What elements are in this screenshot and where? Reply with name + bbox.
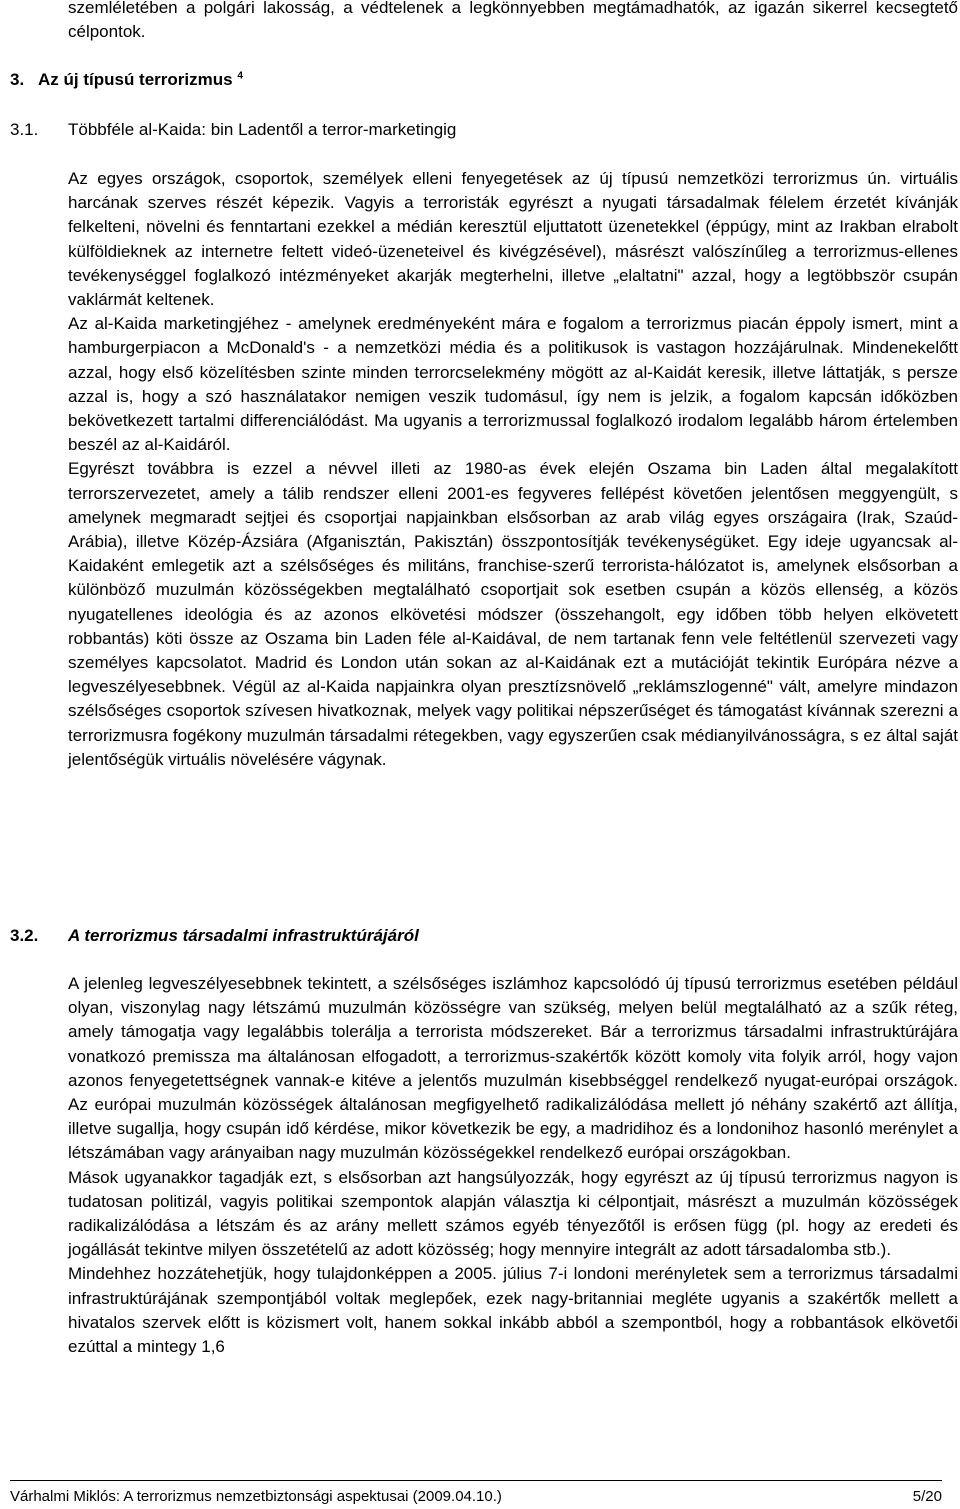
section-3-1-body [68,167,958,772]
page-number: 5/20 [912,1488,942,1505]
paragraph: Egyrészt továbbra is ezzel a névvel illeti az 1980-as évek elején Oszama bin Laden által megalakított terrorszervezetet, amely a tálib rendszer elleni 2001-es fegyveres fellépést követően jelentősen meggyengült, s amelynek megmaradt sejtjei és csoportjai napjainkban elsősorban az arab világ egyes országaira (Irak, Szaúd-Arábia), illetve Közép-Ázsiára (Afganisztán, Pakisztán) összpontosítják tevékenységüket. Egy ideje ugyancsak al-Kaidaként emlegetik azt a szélsőséges és militáns, franchise-szerű terrorista-hálózatot is, amelynek elsősorban a különböző muzulmán közösségekben megtalálható csoportjait sok esetben csupán a közös ellenség, a közös nyugatellenes ideológia és az azonos elkövetési módszer (összehangolt, egy időben több helyen elkövetett robbantás) köti össze az Oszama bin Laden féle al-Kaidával, de nem tartanak fenn vele feltétlenül szervezeti vagy személyes kapcsolatot. Madrid és London után sokan az al-Kaidának ezt a mutációját tekintik Európára nézve a legveszélyesebbnek. Végül az al-Kaida napjainkra olyan presztízsnövelő „reklámszlogenné" vált, amelyre mindazon szélsőséges csoportok szívesen hivatkoznak, melyek vagy politikai népszerűséget és támogatást kívánnak szerezni a terrorizmusra fogékony muzulmán társadalmi rétegekben, vagy egyszerűen csak médianyilvánosságra, s ez által saját jelentőségük virtuális növelésére vágynak. [68,459,958,769]
intro-text [68,0,958,44]
page-footer [10,1480,942,1509]
paragraph: Mindehhez hozzátehetjük, hogy tulajdonképpen a 2005. július 7-i londoni merényletek sem a terrorizmus társadalmi infrastruktúrájának szempontjából voltak meglepőek, ezek nagy-britanniai megléte ugyanis a szakértők mellett a hivatalos szervek előtt is közismert volt, hanem sokkal inkább abból a szempontból, hogy a robbantások elkövetői ezúttal a mintegy 1,6 [68,1264,958,1357]
section-title: Többféle al-Kaida: bin Ladentől a terror-marketingig [68,120,457,139]
section-title-text: Az új típusú terrorizmus [38,70,233,89]
section-number: 3.2. [10,926,39,945]
footer-citation: Várhalmi Miklós: A terrorizmus nemzetbiztonsági aspektusai (2009.04.10.) [10,1488,502,1505]
paragraph: Mások ugyanakkor tagadják ezt, s elsősorban azt hangsúlyozzák, hogy egyrészt az új típusú terrorizmus nagyon is tudatosan politizál, vagyis politikai szempontok alapján választja ki célpontjait, másrészt a muzulmán közösségek radikalizálódása a létszám és az arány mellett számos egyéb tényezőtől is erősen függ (pl. hogy az eredeti és jogállását tekintve milyen összetételű az adott közösség; hogy mennyire integrált az adott társadalomba stb.). [68,1167,958,1260]
footnote-marker[interactable]: 4 [237,70,243,82]
section-title: A terrorizmus társadalmi infrastruktúrájáról [68,926,419,945]
section-3-2-body [68,972,958,1359]
paragraph: Az egyes országok, csoportok, személyek elleni fenyegetések az új típusú nemzetközi terrorizmus ún. virtuális harcának szerves részét képezik. Vagyis a terroristák egyrészt a nyugati társadalmak félelem érzetét kívánják felkelteni, növelni és fenntartani ezekkel a médián keresztül eljuttatott üzenetekkel (éppúgy, mint az Irakban elrabolt külföldieknek az internetre feltett videó-üzeneteivel és kivégzésével), másrészt valószínűleg a terrorizmus-ellenes tevékenységgel foglalkozó intézményeket akarják megterhelni, illetve „elaltatni" azzal, hogy a legtöbbször csupán vaklármát keltenek. [68,169,958,310]
paragraph: A jelenleg legveszélyesebbnek tekintett, a szélsőséges iszlámhoz kapcsolódó új típusú terrorizmus esetében például olyan, viszonylag nagy létszámú muzulmán közösségre van szükség, melyen belül megtalálható az a szűk réteg, amely támogatja vagy legalábbis tolerálja a terrorista módszereket. Bár a terrorizmus társadalmi infrastruktúrájára vonatkozó premissza ma általánosan elfogadott, a terrorizmus-szakértők között komoly vita folyik arról, hogy vajon azonos fenyegetettségnek vannak-e kitéve a jelentős muzulmán kisebbséggel rendelkező nyugat-európai országok. Az európai muzulmán közösségek általánosan megfigyelhető radikalizálódása mellett jó néhány szakértő azt állítja, illetve sugallja, hogy csupán idő kérdése, mikor következik be egy, a madridihoz és a londonihoz hasonló merénylet a létszámában vagy arányaiban nagy muzulmán közösségekkel rendelkező európai országokban. [68,974,958,1163]
section-number: 3. [10,70,25,89]
section-title [38,70,243,90]
paragraph: szemléletében a polgári lakosság, a védtelenek a legkönnyebben megtámadhatók, az igazán sikerrel kecsegtető célpontok. [68,0,958,42]
section-number: 3.1. [10,120,39,139]
paragraph: Az al-Kaida marketingjéhez - amelynek eredményeként mára e fogalom a terrorizmus piacán éppoly ismert, mint a hamburgerpiacon a McDonald's - a nemzetközi média és a politikusok is vastagon hozzájárulnak. Mindenekelőtt azzal, hogy első közelítésben szinte minden terrorcselekmény mögött az al-Kaidát keresik, illetve láttatják, s persze azzal is, hogy a szó használatakor nemigen veszik tudomásul, így nem is jelzik, a fogalom kapcsán időközben bekövetkezett tartalmi differenciálódást. Ma ugyanis a terrorizmussal foglalkozó irodalom legalább három értelemben beszél az al-Kaidáról. [68,314,958,455]
